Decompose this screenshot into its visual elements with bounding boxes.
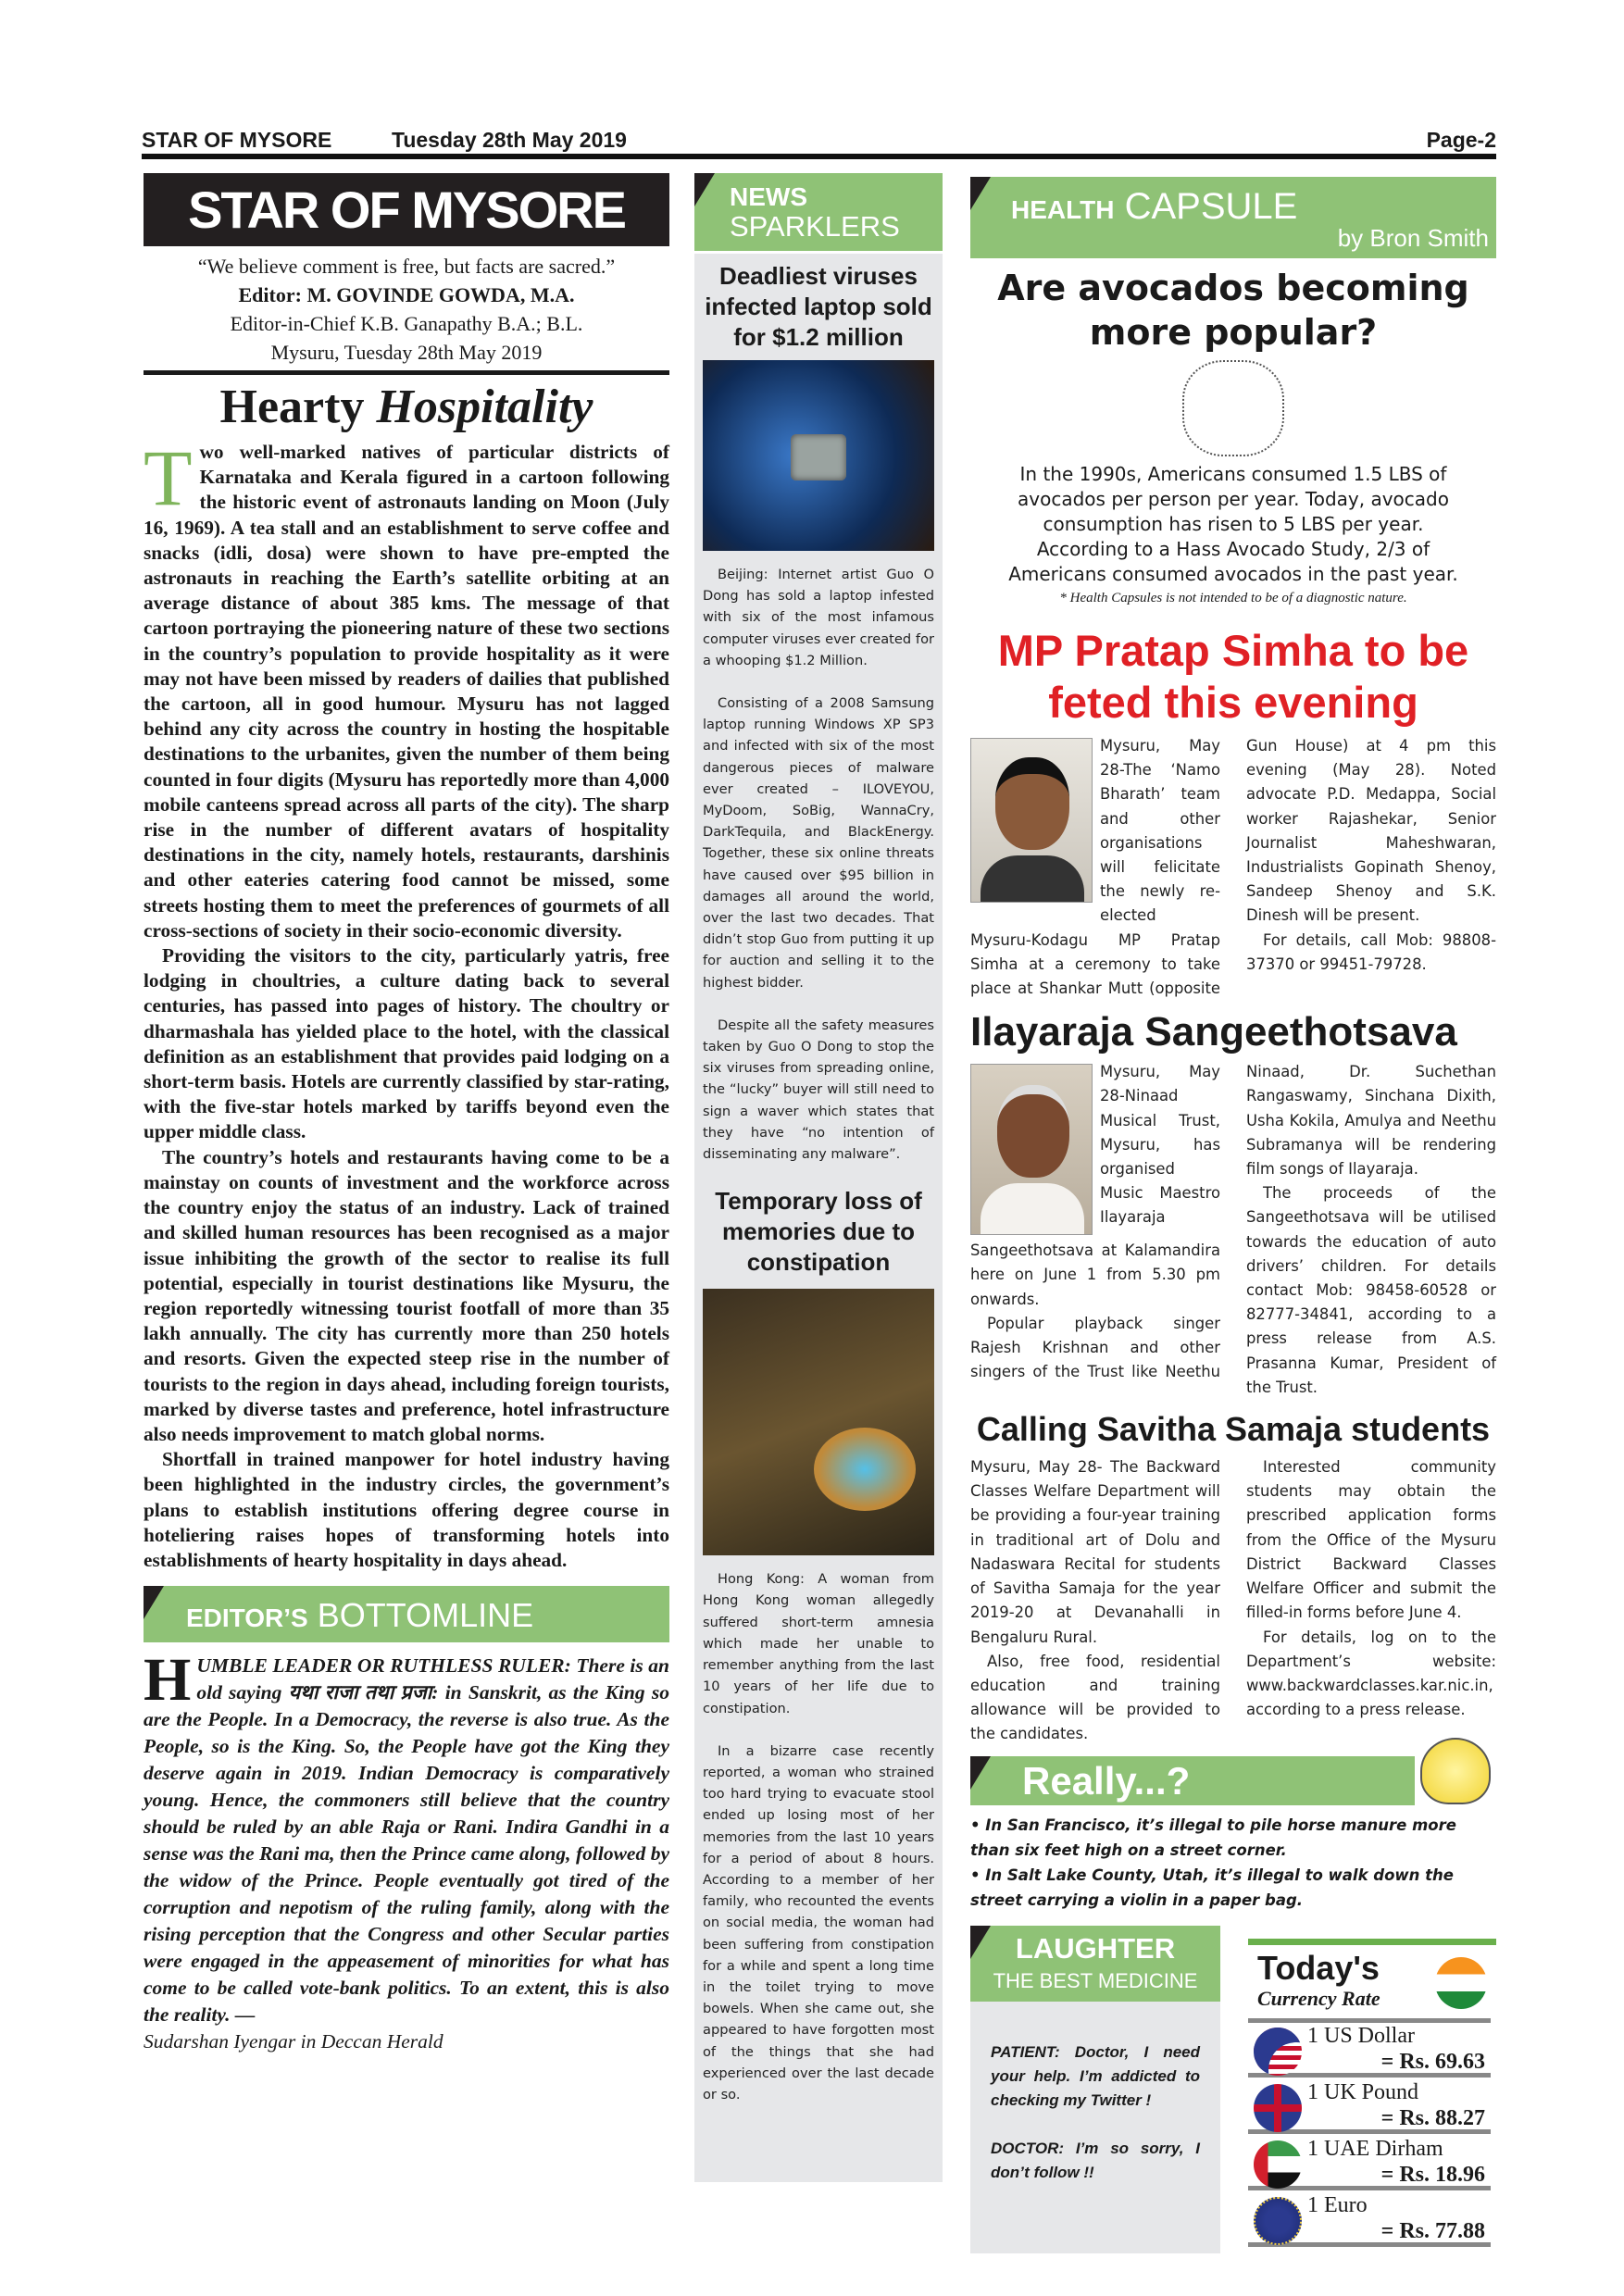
news-sparklers-banner [694,173,943,251]
health-headline: Are avocados becoming more popular? [997,268,1469,353]
corner-flag-icon [970,1756,991,1790]
bottomline-banner [144,1586,669,1642]
pratap-article [970,734,1496,1001]
currency-value: = Rs. 77.88 [1380,2218,1485,2243]
corner-flag-icon [970,1926,991,1959]
ilayaraja-photo [970,1064,1093,1235]
uk-flag-icon [1254,2084,1302,2132]
toilet-seat [814,1428,916,1511]
divider [1248,1939,1496,1945]
currency-name: 1 Euro [1307,2192,1368,2217]
paragraph: The proceeds of the Sangeethotsava will be utilised towards the education of auto drivers’ children. For details contact Mob: 98458-60528 or 82777-34841, according to a press release from A.S. Prasanna Kumar, President of the Trust. [1246,1184,1496,1396]
paragraph: Despite all the safety measures taken by Guo O Dong to stop the six viruses from spreading online, the “lucky” buyer will still need to sign a waver which states that they have “no intention of disseminating any malware”. [703,1017,934,1163]
story-text [694,1568,943,2105]
page-header [142,128,1496,159]
paragraph: Shortfall in trained manpower for hotel industry having been highlighted in the industry circles, the government’s plans to establish institutions offering degree course in hoteliering raises hopes of transforming hotels into establishments of hearty hospitality in days ahead. [144,1448,669,1571]
divider [1248,2018,1491,2023]
masthead-logo: STAR OF MYSORE [144,173,669,246]
really-list [970,1813,1496,1913]
really-banner [970,1756,1415,1805]
paragraph: Providing the visitors to the city, particularly yatris, free lodging in choultries, a culture dating back to several centuries, has passed into pages of history. The choultry or dharmashala has yielded place to the hotel, with the classical definition as an establishment that provides paid lodging on a short-term basis. Hotels are currently classified by star-rating, with the five-star hotels marked by tariffs beyond even the upper middle class. [144,944,669,1143]
paragraph: Consisting of a 2008 Samsung laptop running Windows XP SP3 and infected with six of the most dangerous pieces of malware ever created – ILOVEYOU, MyDoom, SoBig, WannaCry, DarkTequila, and BlackEnergy. Together, these six online threats have caused over $95 billion in damages all around the world, over the last two decades. That didn’t stop Guo from putting it up for auction and selling it to the highest bidder. [703,695,934,991]
list-item: • In San Francisco, it’s illegal to pile horse manure more than six feet high on a street corner. [970,1816,1456,1859]
paragraph: wo well-marked natives of particular districts of Karnataka and Kerala figured in a cartoon following the historic event of astronauts landing on Moon (July 16, 1969). A tea stall and an establishment to serve coffee and snacks (idli, dosa) were shown to have pre-empted the astronauts in reaching the Earth’s satellite orbiting at an average distance of about 385 kms. The message of that cartoon portraying the pioneering nature of these two sections in the country’s population to provide hospitality as it were may not have been missed by readers of dailies that published the cartoon, all in good humour. Mysuru has not lagged behind any city across the country in hosting the hospitable destinations to the urbanites, given the number of them being counted in four digits (Mysuru has reportedly more than 4,000 mobile canteens spread across all parts of the city). The sharp rise in the number of different avatars of hospitality destinations in the city, namely hotels, restaurants, darshinis and other eateries catering food cannot be missed, some streets hosting them to meet the preferences of gourmets of all cross-sections of society in their socio-economic diversity. [144,441,669,942]
title-word: Hearty [219,381,365,433]
savitha-article [970,1455,1496,1746]
credit: Sudarshan Iyengar in Deccan Herald [144,2030,443,2053]
list-item: • In Salt Lake County, Utah, it’s illegal to walk down the street carrying a violin in a paper bag. [970,1866,1454,1909]
editorial-title [144,379,669,436]
health-capsule-banner [970,177,1496,258]
drop-cap: T [144,433,193,522]
lightbulb-icon [1420,1738,1491,1804]
paragraph: Beijing: Internet artist Guo O Dong has sold a laptop infested with six of the most infamous computer viruses ever created for a whooping $1.2 Million. [703,567,934,668]
currency-name: 1 UAE Dirham [1307,2136,1443,2161]
editor-in-chief: Editor-in-Chief K.B. Ganapathy B.A.; B.L. [230,312,583,335]
currency-name: 1 UK Pound [1307,2079,1419,2104]
paragraph: In a bizarre case recently reported, a woman who strained too hard trying to evacuate stool ended up losing most of her memories from the last 10 years for a period of about 8 hours. According to a member of her family, who recounted the events on social media, the woman had been suffering from constipation for a while and spent a long time in the toilet trying to move bowels. When she came out, she appeared to have forgotten most of the things that she had experienced over the last decade or so. [703,1742,934,2103]
currency-row [1248,2080,1491,2134]
banner-label: THE BEST MEDICINE [993,1968,1198,1992]
paper-name: STAR OF MYSORE [142,128,332,152]
story-text [694,564,943,1165]
currency-row [1248,2024,1491,2078]
uae-flag-icon [1254,2140,1302,2189]
laughter-panel [970,1926,1220,2253]
currency-subtitle: Currency Rate [1257,1986,1380,2010]
laptop-photo [703,360,934,551]
right-column [970,177,1496,2253]
paragraph: Hong Kong: A woman from Hong Kong woman allegedly suffered short-term amnesia which made her unable to remember anything from the last 10 years of her life due to constipation. [703,1571,934,1716]
paragraph: Interested community students may obtain the prescribed application forms from the Office of the Mysuru District Backward Classes Welfare Officer and submit the filled-in forms before June 4. [1246,1458,1496,1622]
currency-box [1248,1939,1496,2253]
list-item-text: In San Francisco, it’s illegal to pile horse manure more than six feet high on a street corner. [970,1816,1456,1859]
currency-name: 1 US Dollar [1307,2023,1415,2048]
corner-flag-icon [144,1586,164,1619]
ilayaraja-headline: Ilayaraja Sangeethotsava [970,1009,1457,1055]
masthead-info [144,252,669,367]
banner-label: Really...? [1022,1758,1191,1803]
banner-label: SPARKLERS [730,210,900,243]
issue-date: Tuesday 28th May 2019 [392,128,627,152]
paragraph: For details, call Mob: 98808-37370 or 99451-79728. [1246,930,1496,973]
story-headline: Temporary loss of memories due to constipation [715,1187,922,1277]
banner-label-bold: HEALTH [1011,195,1115,224]
paragraph: Popular playback singer Rajesh Krishnan and other singers of the Trust like Neethu Ninaad, Dr. Suchethan Rangaswamy, Sinchana Dixith, Usha Kokila, Amulya and Neethu Subramanya will be rendering film songs of Ilayaraja. [970,1063,1496,1381]
joke-doctor: DOCTOR: I’m so sorry, I don’t follow !! [991,2139,1200,2181]
us-flag-icon [1254,2028,1302,2076]
savitha-headline: Calling Savitha Samaja students [976,1410,1491,1449]
eu-flag-icon [1254,2197,1302,2245]
motto: “We believe comment is free, but facts are sacred.” [197,255,616,278]
india-flag-icon [1435,1957,1487,2009]
bottomline-paragraph: UMBLE LEADER OR RUTHLESS RULER: There is an old saying यथा राजा तथा प्रजा: in Sanskrit, as the King so are the People. In a Democracy, the reverse is also true. As the People, so is the King. So, the People have got the King they deserve again in 2019. Indian Democracy is comparatively young. Hence, the commoners still believe that the country should be ruled by an able Raja or Rani. Indira Gandhi in a sense was the Rani ma, then the Prince came along, followed by the widow of the Prince. People eventually got tired of the corruption and nepotism of the ruling family, along with the rising perception that the Congress and other Secular parties were engaged in the appeasement of minorities for what has come to be called vote-bank politics. To an extent, this is also the reality. — [144,1654,669,2027]
really-header [970,1756,1496,1805]
list-item-text: In Salt Lake County, Utah, it’s illegal to walk down the street carrying a violin in a paper bag. [970,1866,1454,1909]
news-sparklers-panel [694,254,943,2182]
paragraph: Mysuru, May 28- The Backward Classes Welfare Department will be providing a four-year training in traditional art of Dolu and Nadaswara Recital for students of Savitha Samaja for the year 2019-20 at Devanahalli in Bengaluru Rural. [970,1458,1220,1646]
editor: Editor: M. GOVINDE GOWDA, M.A. [238,283,575,306]
currency-value: = Rs. 88.27 [1380,2105,1485,2130]
banner-label: CAPSULE [1124,186,1298,227]
bottom-boxes [970,1926,1496,2253]
drop-cap: H [144,1646,192,1715]
banner-label-bold: LAUGHTER [1015,1931,1176,1965]
currency-value: = Rs. 18.96 [1380,2162,1485,2187]
pratap-headline: MP Pratap Simha to be feted this evening [997,626,1469,727]
padlock-icon [791,434,846,480]
corner-flag-icon [970,177,991,210]
toilet-photo [703,1289,934,1555]
paragraph: The country’s hotels and restaurants having come to be a mainstay on counts of investment and the workforce across the country enjoy the status of an industry. Lack of trained and skilled human resources has been recognised as a major issue inhibiting the growth of the sector to realise its full potential, especially in tourist destinations like Mysuru, the region reportedly witnessing tourist footfall of more than 35 lakh annually. The city has currently more than 250 hotels and resorts. Given the expected steep rise in the number of tourists to the region in days ahead, including foreign tourists, marked by diverse tastes and preference, hotel infrastructure also needs improvement to match global norms. [144,1145,669,1445]
banner-label-bold: NEWS [730,182,807,211]
laughter-banner [970,1926,1220,2002]
bottomline-text [144,1646,669,2055]
dateline: Mysuru, Tuesday 28th May 2019 [270,341,543,364]
ilayaraja-article [970,1060,1496,1400]
health-text: In the 1990s, Americans consumed 1.5 LBS of avocados per person per year. Today, avocado consumption has risen to 5 LBS per year. According to a Hass Avocado Study, 2/3 of Americans consumed avocados in the past year. [1008,463,1458,585]
editorial-body [144,433,669,1573]
currency-row [1248,2193,1491,2247]
pratap-photo [970,738,1093,903]
page-number: Page-2 [1426,128,1496,152]
paragraph: Mysuru, May 28-The ‘Namo Bharath’ team and other organisations will felicitate the newly re-elected Mysuru-Kodagu MP Pratap Simha at a ceremony to take place at Shankar Mutt (opposite Gun House) at 4 pm this evening (May 28). Noted advocate P.D. Medappa, Social worker Rajashekar, Senior Journalist Maheshwaran, Industrialists Gopinath Shenoy, Sandeep Shenoy and S.K. Dinesh will be present. [970,737,1496,998]
currency-row [1248,2137,1491,2190]
currency-value: = Rs. 69.63 [1380,2049,1485,2074]
banner-label-bold: EDITOR’S [186,1603,308,1633]
paragraph: Mysuru, May 28-Ninaad Musical Trust, Mysuru, has organised Music Maestro Ilayaraja Sangeethotsava at Kalamandira here on June 1 from 5.30 pm onwards. [970,1063,1220,1308]
divider [144,370,669,375]
byline: by Bron Smith [1337,224,1489,252]
title-word-italic: Hospitality [376,381,593,433]
currency-title: Today's [1257,1948,1380,1987]
left-column [144,173,669,2055]
story-headline: Deadliest viruses infected laptop sold for $1.2 million [705,262,932,351]
paragraph: Also, free food, residential education and training allowance will be provided to the candidates. [970,1652,1220,1743]
corner-flag-icon [694,173,715,206]
avocado-illustration [1182,360,1284,456]
banner-label: BOTTOMLINE [317,1596,534,1635]
paragraph: For details, log on to the Department’s website: www.backwardclasses.kar.nic.in, according to a press release. [1246,1628,1496,1719]
joke-patient: PATIENT: Doctor, I need your help. I’m addicted to checking my Twitter ! [991,2042,1200,2109]
health-note: * Health Capsules is not intended to be of a diagnostic nature. [1059,591,1407,605]
